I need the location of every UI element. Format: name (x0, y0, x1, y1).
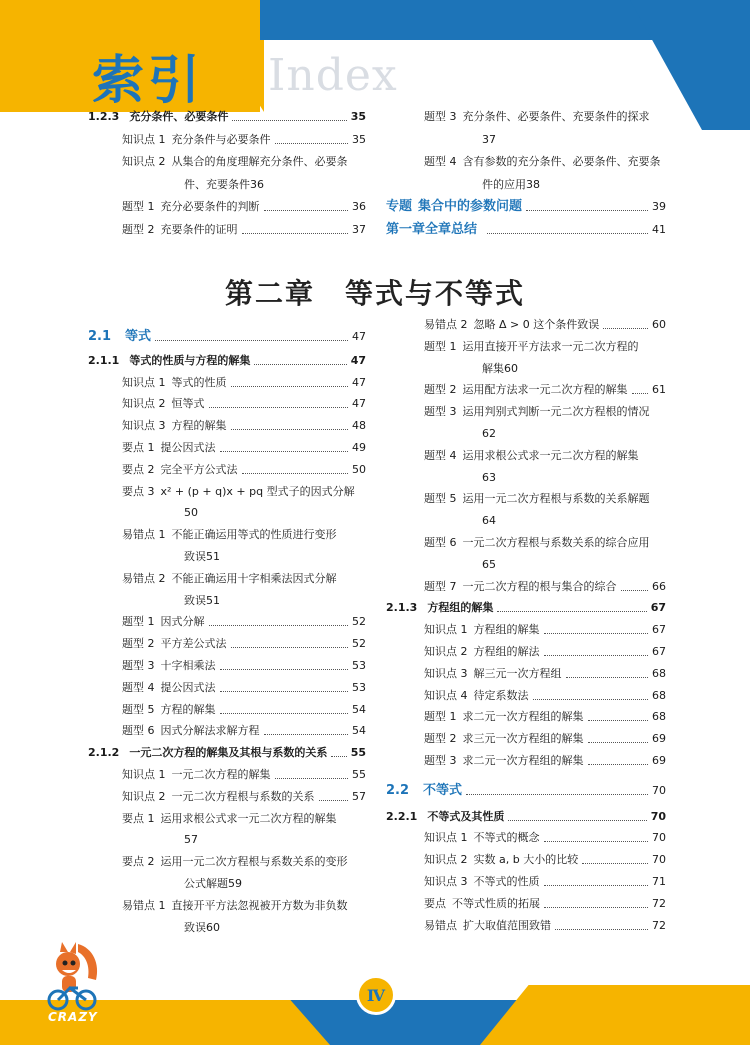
toc-entry-title-cont: 解集 (482, 361, 504, 375)
toc-entry-label: 题型 3 (424, 754, 457, 767)
leader-dots (466, 794, 648, 795)
toc-entry-title: 从集合的角度理解充分条件、必要条 (171, 155, 348, 168)
toc-entry-title: 不等式 (423, 782, 463, 798)
toc-entry-page: 57 (352, 789, 366, 803)
toc-entry-title: 等式的性质与方程的解集 (129, 353, 251, 367)
leader-dots (209, 407, 349, 408)
toc-entry-title: 运用求根公式求一元二次方程的解集 (160, 811, 337, 825)
toc-entry-title: 求三元一次方程组的解集 (462, 732, 584, 746)
toc-entry-label: 知识点 3 (424, 875, 468, 888)
toc-entry-label: 题型 1 (122, 615, 155, 629)
toc-entry-title: 不等式的性质 (473, 875, 540, 888)
toc-entry-page: 67 (652, 645, 666, 658)
toc-entry-page: 69 (652, 732, 666, 746)
toc-entry-label: 知识点 2 (122, 397, 166, 411)
toc-entry (122, 855, 366, 869)
toc-entry (122, 790, 366, 804)
toc-entry-label: 知识点 2 (122, 789, 166, 803)
toc-entry-label: 知识点 4 (424, 688, 468, 702)
toc-entry (122, 528, 366, 542)
toc-entry-label: 知识点 3 (122, 419, 166, 433)
toc-entry-page: 35 (350, 110, 366, 123)
toc-entry-title: 待定系数法 (473, 688, 529, 702)
toc-entry-title: 不能正确运用等式的性质进行变形 (171, 528, 337, 542)
leader-dots (544, 841, 649, 842)
toc-entry (88, 746, 366, 760)
toc-entry (88, 330, 366, 344)
toc-entry (386, 601, 666, 615)
toc-entry (424, 897, 666, 911)
toc-entry-page: 37 (352, 222, 366, 236)
toc-entry (424, 919, 666, 933)
toc-entry-label: 要点 1 (122, 441, 155, 454)
toc-entry-continuation (184, 877, 366, 891)
toc-entry (122, 200, 366, 214)
toc-entry (424, 853, 666, 867)
toc-entry (88, 354, 366, 368)
toc-entry-label: 知识点 2 (122, 155, 166, 168)
toc-entry-page: 62 (482, 427, 496, 440)
leader-dots (231, 647, 349, 648)
toc-entry (386, 784, 666, 798)
toc-entry-label: 题型 7 (424, 579, 457, 593)
fox-mascot-icon (38, 938, 118, 1018)
toc-entry-label: 要点 1 (122, 811, 155, 825)
toc-entry-label: 题型 4 (122, 680, 155, 694)
toc-entry (122, 397, 366, 411)
toc-entry-title: 平方差公式法 (160, 637, 227, 651)
toc-entry-continuation (482, 362, 666, 376)
toc-entry-page: 53 (352, 659, 366, 672)
toc-entry-page: 54 (352, 724, 366, 738)
toc-entry-page: 54 (352, 702, 366, 716)
toc-entry-title: 方程组的解法 (473, 645, 540, 658)
leader-dots (544, 633, 649, 634)
toc-entry-title: 运用直接开平方法求一元二次方程的 (462, 339, 639, 353)
toc-entry-title: 提公因式法 (160, 680, 216, 694)
toc-entry-title: 忽略 Δ > 0 这个条件致误 (473, 318, 600, 331)
title-english: Index (268, 50, 398, 101)
toc-entry-page: 50 (184, 506, 198, 520)
toc-entry-page: 51 (206, 593, 220, 607)
toc-entry-page: 53 (352, 680, 366, 694)
toc-entry-page: 47 (352, 330, 366, 343)
toc-entry-page: 72 (652, 896, 666, 910)
toc-entry-page: 64 (482, 514, 496, 528)
leader-dots (264, 210, 349, 211)
toc-entry-title: 集合中的参数问题 (418, 199, 523, 214)
toc-entry-page: 61 (652, 383, 666, 397)
toc-entry (386, 223, 666, 237)
toc-entry (122, 724, 366, 738)
toc-entry-label: 要点 3 (122, 484, 155, 498)
toc-entry-label: 题型 4 (424, 448, 457, 462)
toc-entry (122, 681, 366, 695)
toc-entry (122, 485, 366, 499)
toc-entry-continuation (184, 506, 366, 520)
toc-entry-continuation (482, 133, 666, 147)
toc-entry-label: 2.1.2 (88, 746, 120, 760)
toc-entry (424, 110, 666, 124)
toc-entry-title: x² + (p + q)x + pq 型式子的因式分解 (160, 484, 355, 498)
leader-dots (275, 778, 349, 779)
page-title: 索引 (92, 51, 205, 111)
toc-entry-label: 易错点 (424, 918, 457, 932)
footer-band-yellow-right (480, 985, 750, 1045)
leader-dots (533, 699, 649, 700)
toc-entry-label: 第一章全章总结 (386, 221, 478, 237)
toc-entry-title-cont: 件、充要条件 (184, 177, 250, 191)
toc-entry (88, 110, 366, 124)
toc-entry-page: 55 (350, 746, 366, 760)
toc-entry (122, 637, 366, 651)
toc-entry-label: 题型 3 (424, 405, 457, 419)
toc-entry-title-cont: 致误 (184, 550, 206, 563)
toc-entry-title: 充要条件的证明 (160, 222, 238, 236)
leader-dots (220, 691, 349, 692)
toc-entry-title: 一元二次方程的根与集合的综合 (462, 579, 617, 593)
toc-entry-title: 充分条件、必要条件 (129, 110, 229, 123)
toc-entry-label: 易错点 1 (122, 528, 166, 542)
toc-entry-continuation (482, 514, 666, 528)
toc-entry-label: 易错点 2 (424, 318, 468, 331)
toc-entry-page: 70 (650, 809, 666, 823)
leader-dots (544, 885, 649, 886)
toc-entry-label: 2.2.1 (386, 809, 418, 823)
toc-entry-title: 一元二次方程根与系数的关系 (171, 789, 315, 803)
mascot-label: CRAZY (48, 1010, 98, 1024)
toc-entry-title: 运用一元二次方程根与系数的关系解题 (462, 492, 650, 506)
toc-entry-title: 方程组的解集 (473, 623, 540, 637)
toc-entry (122, 223, 366, 237)
toc-entry-title: 不等式的概念 (473, 831, 540, 845)
toc-entry-page: 68 (652, 710, 666, 724)
chapter-heading: 第二章 等式与不等式 (224, 277, 525, 310)
toc-entry (122, 703, 366, 717)
toc-entry-page: 52 (352, 637, 366, 651)
leader-dots (254, 364, 346, 365)
leader-dots (220, 451, 349, 452)
toc-entry-label: 题型 5 (122, 702, 155, 716)
toc-entry-page: 38 (526, 177, 540, 191)
toc-entry (424, 405, 666, 419)
toc-entry-page: 65 (482, 557, 496, 571)
toc-entry-page: 68 (652, 688, 666, 702)
toc-entry-title: 实数 a, b 大小的比较 (473, 853, 579, 867)
toc-entry-title: 不等式性质的拓展 (452, 896, 540, 910)
toc-entry-page: 49 (352, 441, 366, 454)
toc-entry-title: 等式 (125, 329, 152, 344)
toc-entry-label: 知识点 1 (122, 375, 166, 389)
toc-entry-continuation (482, 427, 666, 441)
leader-dots (632, 393, 649, 394)
toc-entry-page: 36 (352, 200, 366, 213)
leader-dots (231, 429, 349, 430)
toc-entry-page: 70 (652, 831, 666, 845)
toc-entry-label: 知识点 2 (424, 645, 468, 658)
toc-entry (386, 200, 666, 214)
toc-entry (424, 689, 666, 703)
toc-entry-page: 48 (352, 419, 366, 433)
toc-entry (424, 710, 666, 724)
toc-entry-page: 55 (352, 768, 366, 781)
leader-dots (621, 590, 649, 591)
toc-entry-continuation (184, 178, 366, 192)
page-number: Ⅳ (356, 975, 396, 1015)
toc-entry-page: 41 (652, 222, 666, 236)
toc-entry-title: 恒等式 (171, 397, 205, 411)
toc-entry (424, 155, 666, 169)
leader-dots (603, 328, 648, 329)
toc-entry-title: 一元二次方程根与系数关系的综合应用 (462, 536, 650, 549)
leader-dots (220, 713, 349, 714)
toc-entry-page: 63 (482, 470, 496, 484)
leader-dots (209, 625, 349, 626)
toc-entry-page: 68 (652, 666, 666, 680)
toc-entry (424, 667, 666, 681)
toc-entry-title: 方程的解集 (160, 702, 216, 716)
toc-entry-label: 知识点 1 (122, 768, 166, 781)
toc-entry-page: 50 (352, 462, 366, 476)
toc-entry-title: 因式分解 (160, 615, 205, 629)
toc-entry-page: 69 (652, 754, 666, 767)
toc-entry-title: 方程组的解集 (427, 601, 494, 615)
toc-entry-label: 易错点 1 (122, 898, 166, 912)
toc-entry (424, 732, 666, 746)
toc-entry (424, 536, 666, 550)
toc-entry-label: 题型 1 (122, 200, 155, 213)
toc-entry-continuation (482, 471, 666, 485)
toc-entry (386, 810, 666, 824)
toc-entry (424, 831, 666, 845)
toc-entry-page: 71 (652, 875, 666, 888)
toc-entry (424, 449, 666, 463)
toc-entry-title: 一元二次方程的解集及其根与系数的关系 (129, 746, 328, 760)
toc-entry-title: 等式的性质 (171, 375, 227, 389)
toc-entry-page: 66 (652, 579, 666, 593)
toc-entry-page: 67 (652, 623, 666, 637)
toc-entry-title: 因式分解法求解方程 (160, 724, 260, 738)
toc-entry-continuation (184, 833, 366, 847)
toc-entry-page: 47 (350, 353, 366, 367)
toc-entry-page: 57 (184, 833, 198, 847)
toc-entry-label: 题型 4 (424, 155, 457, 168)
leader-dots (232, 120, 346, 121)
toc-entry-page: 35 (352, 132, 366, 146)
toc-entry-title: 完全平方公式法 (160, 462, 238, 476)
toc-entry (424, 492, 666, 506)
toc-entry-label: 题型 6 (122, 724, 155, 738)
toc-entry-title: 充分必要条件的判断 (160, 200, 260, 213)
toc-entry-label: 2.2 (386, 782, 410, 798)
toc-entry-title: 运用求根公式求一元二次方程的解集 (462, 448, 639, 462)
toc-entry-title-cont: 公式解题 (184, 877, 228, 890)
toc-entry-page: 70 (652, 783, 666, 797)
toc-entry-label: 题型 5 (424, 492, 457, 506)
toc-entry (424, 645, 666, 659)
toc-entry-page: 70 (652, 853, 666, 867)
toc-entry-label: 题型 1 (424, 339, 457, 353)
toc-entry-page: 51 (206, 550, 220, 563)
toc-entry-page: 72 (652, 918, 666, 932)
leader-dots (588, 720, 649, 721)
toc-entry-title: 运用一元二次方程根与系数关系的变形 (160, 855, 348, 869)
toc-entry-page: 67 (650, 601, 666, 615)
toc-entry-title: 含有参数的充分条件、必要条件、充要条 (462, 155, 661, 168)
leader-dots (231, 386, 349, 387)
leader-dots (497, 611, 646, 612)
toc-entry (122, 419, 366, 433)
toc-entry-page: 36 (250, 177, 264, 191)
toc-entry-continuation (482, 558, 666, 572)
toc-entry-page: 39 (652, 200, 666, 213)
leader-dots (566, 677, 649, 678)
toc-entry-continuation (184, 594, 366, 608)
toc-entry (122, 441, 366, 455)
toc-entry-title: 求二元一次方程组的解集 (462, 754, 584, 767)
toc-entry-label: 知识点 1 (424, 831, 468, 845)
toc-entry-title-cont: 致误 (184, 593, 206, 607)
toc-entry-label: 知识点 2 (424, 853, 468, 867)
leader-dots (275, 143, 349, 144)
toc-entry-title-cont: 致误 (184, 920, 206, 934)
toc-entry-title: 方程的解集 (171, 419, 227, 433)
toc-entry-label: 题型 2 (424, 732, 457, 746)
toc-entry-title: 不能正确运用十字相乘法因式分解 (171, 571, 337, 585)
toc-entry (122, 659, 366, 673)
toc-entry (424, 754, 666, 768)
toc-entry (122, 376, 366, 390)
toc-entry-page: 47 (352, 397, 366, 411)
toc-entry-label: 题型 3 (122, 659, 155, 672)
toc-entry-label: 题型 2 (424, 383, 457, 397)
toc-entry-label: 要点 2 (122, 855, 155, 869)
toc-entry-label: 1.2.3 (88, 110, 120, 123)
toc-entry-page: 60 (206, 920, 220, 934)
leader-dots (588, 764, 649, 765)
toc-entry-label: 题型 3 (424, 110, 457, 123)
toc-entry-title: 十字相乘法 (160, 659, 216, 672)
leader-dots (588, 742, 649, 743)
toc-entry-page: 52 (352, 615, 366, 629)
leader-dots (331, 756, 346, 757)
toc-entry-title: 运用配方法求一元二次方程的解集 (462, 383, 628, 397)
toc-entry-label: 2.1.1 (88, 353, 120, 367)
toc-entry-label: 要点 (424, 896, 446, 910)
leader-dots (544, 907, 648, 908)
toc-entry-page: 60 (504, 361, 518, 375)
toc-entry-page: 47 (352, 375, 366, 389)
toc-entry (424, 623, 666, 637)
toc-entry (122, 133, 366, 147)
toc-entry-label: 2.1.3 (386, 601, 418, 615)
leader-dots (264, 734, 349, 735)
toc-entry (424, 580, 666, 594)
toc-entry-title: 不等式及其性质 (427, 809, 505, 823)
toc-entry (122, 615, 366, 629)
toc-entry-label: 题型 1 (424, 710, 457, 724)
toc-entry (122, 155, 366, 169)
toc-entry-label: 题型 6 (424, 536, 457, 549)
toc-entry-title: 提公因式法 (160, 441, 216, 454)
toc-entry (122, 812, 366, 826)
toc-entry (424, 875, 666, 889)
toc-entry-title: 求二元一次方程组的解集 (462, 710, 584, 724)
toc-entry (122, 768, 366, 782)
leader-dots (487, 233, 648, 234)
toc-entry-title: 充分条件与必要条件 (171, 132, 271, 146)
toc-entry (122, 463, 366, 477)
toc-entry-continuation (482, 178, 666, 192)
toc-entry (424, 318, 666, 332)
toc-entry-label: 2.1 (88, 329, 112, 344)
leader-dots (155, 340, 348, 341)
toc-entry-page: 59 (228, 877, 242, 890)
leader-dots (544, 655, 649, 656)
toc-entry-label: 要点 2 (122, 462, 155, 476)
toc-entry (424, 340, 666, 354)
leader-dots (220, 669, 349, 670)
toc-entry-continuation (184, 550, 366, 564)
leader-dots (242, 473, 349, 474)
toc-entry-title: 扩大取值范围致错 (463, 918, 551, 932)
toc-entry (424, 383, 666, 397)
toc-entry-label: 知识点 1 (424, 623, 468, 637)
toc-entry-page: 37 (482, 132, 496, 146)
toc-entry (122, 572, 366, 586)
toc-entry-title: 一元二次方程的解集 (171, 768, 271, 781)
leader-dots (242, 233, 349, 234)
toc-entry-label: 知识点 1 (122, 132, 166, 146)
toc-entry-label: 专题 (386, 199, 413, 214)
toc-entry-label: 题型 2 (122, 637, 155, 651)
toc-entry-title-cont: 件的应用 (482, 177, 526, 191)
leader-dots (526, 210, 648, 211)
leader-dots (508, 820, 646, 821)
leader-dots (555, 929, 648, 930)
leader-dots (319, 800, 349, 801)
toc-entry-title: 充分条件、必要条件、充要条件的探求 (462, 110, 650, 123)
toc-entry-title: 直接开平方法忽视被开方数为非负数 (171, 898, 348, 912)
toc-entry-label: 易错点 2 (122, 571, 166, 585)
toc-entry-title: 运用判别式判断一元二次方程根的情况 (462, 405, 650, 419)
leader-dots (582, 863, 648, 864)
toc-entry-page: 60 (652, 318, 666, 331)
toc-entry-continuation (184, 921, 366, 935)
toc-entry (122, 899, 366, 913)
toc-entry-title: 解三元一次方程组 (473, 666, 562, 680)
toc-entry-label: 知识点 3 (424, 666, 468, 680)
toc-entry-label: 题型 2 (122, 222, 155, 236)
